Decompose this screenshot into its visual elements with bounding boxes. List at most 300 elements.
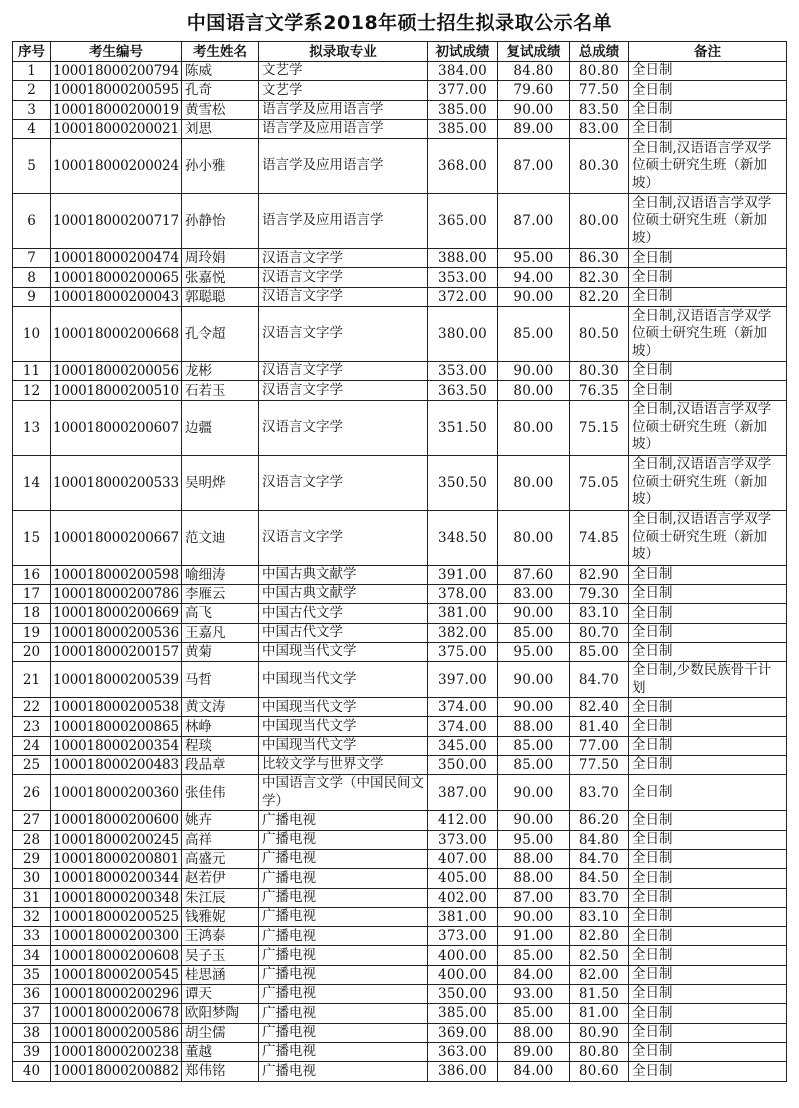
table-row — [13, 100, 787, 119]
cell-total-score: 82.50 — [570, 946, 629, 965]
cell-total-score: 83.00 — [570, 119, 629, 138]
cell-note: 全日制 — [629, 119, 787, 138]
table-row — [13, 698, 787, 717]
cell-retest-score: 90.00 — [498, 604, 570, 623]
cell-candidate-name: 程琰 — [182, 736, 259, 755]
cell-retest-score: 87.00 — [498, 888, 570, 907]
cell-note: 全日制 — [629, 830, 787, 849]
cell-no: 26 — [13, 775, 51, 811]
cell-total-score: 80.30 — [570, 139, 629, 194]
cell-major: 语言学及应用语言学 — [259, 194, 428, 249]
cell-total-score: 77.50 — [570, 81, 629, 100]
cell-initial-score: 350.00 — [428, 756, 498, 775]
header-initial-score: 初试成绩 — [428, 42, 498, 62]
cell-initial-score: 377.00 — [428, 81, 498, 100]
cell-no: 21 — [13, 662, 51, 698]
cell-candidate-id: 100018000200245 — [51, 830, 182, 849]
cell-retest-score: 84.00 — [498, 965, 570, 984]
cell-initial-score: 353.00 — [428, 362, 498, 381]
cell-no: 22 — [13, 698, 51, 717]
cell-major: 中国现当代文学 — [259, 642, 428, 661]
cell-note: 全日制 — [629, 100, 787, 119]
cell-major: 汉语言文字学 — [259, 381, 428, 400]
cell-candidate-id: 100018000200608 — [51, 946, 182, 965]
cell-note: 全日制 — [629, 584, 787, 603]
cell-candidate-name: 孔令超 — [182, 307, 259, 362]
cell-note: 全日制 — [629, 565, 787, 584]
cell-no: 7 — [13, 249, 51, 268]
cell-initial-score: 374.00 — [428, 717, 498, 736]
cell-no: 35 — [13, 965, 51, 984]
cell-note: 全日制 — [629, 287, 787, 306]
cell-no: 12 — [13, 381, 51, 400]
cell-total-score: 82.20 — [570, 287, 629, 306]
cell-major: 中国现当代文学 — [259, 698, 428, 717]
cell-candidate-id: 100018000200024 — [51, 139, 182, 194]
cell-candidate-id: 100018000200533 — [51, 455, 182, 510]
header-major: 拟录取专业 — [259, 42, 428, 62]
cell-candidate-id: 100018000200538 — [51, 698, 182, 717]
cell-no: 8 — [13, 268, 51, 287]
table-row — [13, 584, 787, 603]
cell-total-score: 75.05 — [570, 455, 629, 510]
cell-initial-score: 388.00 — [428, 249, 498, 268]
cell-candidate-name: 王嘉凡 — [182, 623, 259, 642]
cell-initial-score: 405.00 — [428, 869, 498, 888]
cell-initial-score: 374.00 — [428, 698, 498, 717]
cell-major: 广播电视 — [259, 927, 428, 946]
table-row — [13, 736, 787, 755]
cell-retest-score: 83.00 — [498, 584, 570, 603]
table-row — [13, 985, 787, 1004]
cell-no: 28 — [13, 830, 51, 849]
table-row — [13, 1023, 787, 1042]
cell-retest-score: 90.00 — [498, 698, 570, 717]
cell-no: 31 — [13, 888, 51, 907]
cell-note: 全日制 — [629, 1023, 787, 1042]
cell-candidate-name: 黄菊 — [182, 642, 259, 661]
cell-retest-score: 85.00 — [498, 946, 570, 965]
header-retest-score: 复试成绩 — [498, 42, 570, 62]
cell-candidate-name: 孙小雅 — [182, 139, 259, 194]
table-row — [13, 362, 787, 381]
cell-total-score: 80.50 — [570, 307, 629, 362]
cell-initial-score: 378.00 — [428, 584, 498, 603]
cell-no: 24 — [13, 736, 51, 755]
cell-initial-score: 386.00 — [428, 1062, 498, 1081]
table-row — [13, 1004, 787, 1023]
cell-note: 全日制,汉语语言学双学位硕士研究生班（新加坡） — [629, 307, 787, 362]
cell-total-score: 82.80 — [570, 927, 629, 946]
cell-candidate-name: 郭聪聪 — [182, 287, 259, 306]
cell-candidate-id: 100018000200296 — [51, 985, 182, 1004]
cell-major: 汉语言文字学 — [259, 400, 428, 455]
cell-total-score: 80.90 — [570, 1023, 629, 1042]
cell-retest-score: 85.00 — [498, 623, 570, 642]
cell-note: 全日制 — [629, 81, 787, 100]
cell-initial-score: 385.00 — [428, 100, 498, 119]
cell-initial-score: 400.00 — [428, 965, 498, 984]
cell-initial-score: 350.50 — [428, 455, 498, 510]
table-header-row — [13, 42, 787, 62]
cell-candidate-name: 林峥 — [182, 717, 259, 736]
cell-note: 全日制 — [629, 869, 787, 888]
cell-no: 25 — [13, 756, 51, 775]
cell-no: 11 — [13, 362, 51, 381]
cell-no: 2 — [13, 81, 51, 100]
cell-candidate-name: 钱雅妮 — [182, 907, 259, 926]
cell-candidate-name: 黄文涛 — [182, 698, 259, 717]
table-row — [13, 869, 787, 888]
cell-candidate-name: 吴子玉 — [182, 946, 259, 965]
cell-candidate-id: 100018000200483 — [51, 756, 182, 775]
cell-no: 5 — [13, 139, 51, 194]
cell-initial-score: 373.00 — [428, 830, 498, 849]
table-row — [13, 849, 787, 868]
cell-major: 中国现当代文学 — [259, 662, 428, 698]
cell-retest-score: 95.00 — [498, 249, 570, 268]
cell-major: 广播电视 — [259, 1062, 428, 1081]
cell-candidate-name: 黄雪松 — [182, 100, 259, 119]
cell-retest-score: 85.00 — [498, 736, 570, 755]
table-row — [13, 756, 787, 775]
table-row — [13, 194, 787, 249]
table-row — [13, 642, 787, 661]
cell-note: 全日制 — [629, 249, 787, 268]
cell-candidate-id: 100018000200019 — [51, 100, 182, 119]
table-row — [13, 907, 787, 926]
cell-candidate-name: 高祥 — [182, 830, 259, 849]
cell-initial-score: 412.00 — [428, 811, 498, 830]
cell-note: 全日制 — [629, 985, 787, 1004]
cell-total-score: 76.35 — [570, 381, 629, 400]
cell-candidate-id: 100018000200865 — [51, 717, 182, 736]
cell-candidate-id: 100018000200539 — [51, 662, 182, 698]
cell-no: 3 — [13, 100, 51, 119]
cell-candidate-id: 100018000200600 — [51, 811, 182, 830]
cell-total-score: 81.00 — [570, 1004, 629, 1023]
cell-candidate-name: 边疆 — [182, 400, 259, 455]
cell-total-score: 83.10 — [570, 604, 629, 623]
cell-major: 广播电视 — [259, 907, 428, 926]
cell-note: 全日制 — [629, 1062, 787, 1081]
cell-major: 广播电视 — [259, 811, 428, 830]
cell-total-score: 86.20 — [570, 811, 629, 830]
cell-retest-score: 80.00 — [498, 381, 570, 400]
cell-no: 4 — [13, 119, 51, 138]
cell-major: 文艺学 — [259, 81, 428, 100]
cell-candidate-name: 吴明烨 — [182, 455, 259, 510]
cell-candidate-name: 胡尘儒 — [182, 1023, 259, 1042]
cell-note: 全日制 — [629, 623, 787, 642]
cell-candidate-name: 周玲娟 — [182, 249, 259, 268]
table-row — [13, 287, 787, 306]
cell-note: 全日制 — [629, 381, 787, 400]
table-row — [13, 268, 787, 287]
cell-initial-score: 385.00 — [428, 1004, 498, 1023]
cell-initial-score: 380.00 — [428, 307, 498, 362]
cell-candidate-id: 100018000200586 — [51, 1023, 182, 1042]
cell-candidate-name: 孔奇 — [182, 81, 259, 100]
cell-total-score: 83.70 — [570, 775, 629, 811]
cell-total-score: 84.70 — [570, 662, 629, 698]
cell-note: 全日制 — [629, 717, 787, 736]
cell-initial-score: 348.50 — [428, 510, 498, 565]
cell-total-score: 80.30 — [570, 362, 629, 381]
cell-major: 中国古代文学 — [259, 623, 428, 642]
cell-note: 全日制 — [629, 1004, 787, 1023]
cell-major: 广播电视 — [259, 1042, 428, 1061]
cell-candidate-id: 100018000200360 — [51, 775, 182, 811]
cell-candidate-name: 马哲 — [182, 662, 259, 698]
cell-no: 40 — [13, 1062, 51, 1081]
cell-initial-score: 373.00 — [428, 927, 498, 946]
cell-note: 全日制,汉语语言学双学位硕士研究生班（新加坡） — [629, 400, 787, 455]
cell-candidate-name: 高飞 — [182, 604, 259, 623]
cell-candidate-id: 100018000200344 — [51, 869, 182, 888]
cell-initial-score: 400.00 — [428, 946, 498, 965]
table-row — [13, 307, 787, 362]
cell-retest-score: 90.00 — [498, 907, 570, 926]
cell-note: 全日制 — [629, 849, 787, 868]
cell-retest-score: 90.00 — [498, 775, 570, 811]
cell-note: 全日制 — [629, 736, 787, 755]
cell-total-score: 79.30 — [570, 584, 629, 603]
cell-major: 文艺学 — [259, 62, 428, 81]
cell-no: 13 — [13, 400, 51, 455]
table-row — [13, 565, 787, 584]
table-row — [13, 119, 787, 138]
cell-candidate-name: 段品章 — [182, 756, 259, 775]
table-row — [13, 946, 787, 965]
cell-major: 语言学及应用语言学 — [259, 119, 428, 138]
table-row — [13, 81, 787, 100]
cell-total-score: 80.80 — [570, 1042, 629, 1061]
cell-no: 10 — [13, 307, 51, 362]
cell-major: 广播电视 — [259, 965, 428, 984]
cell-retest-score: 90.00 — [498, 362, 570, 381]
cell-retest-score: 89.00 — [498, 119, 570, 138]
cell-retest-score: 88.00 — [498, 717, 570, 736]
cell-note: 全日制,少数民族骨干计划 — [629, 662, 787, 698]
cell-candidate-name: 王鸿泰 — [182, 927, 259, 946]
cell-total-score: 84.80 — [570, 830, 629, 849]
cell-major: 中国古典文献学 — [259, 584, 428, 603]
cell-no: 33 — [13, 927, 51, 946]
cell-retest-score: 84.80 — [498, 62, 570, 81]
cell-candidate-name: 张佳伟 — [182, 775, 259, 811]
cell-candidate-name: 李雁云 — [182, 584, 259, 603]
cell-retest-score: 89.00 — [498, 1042, 570, 1061]
cell-major: 中国古典文献学 — [259, 565, 428, 584]
cell-candidate-id: 100018000200536 — [51, 623, 182, 642]
cell-candidate-name: 陈威 — [182, 62, 259, 81]
cell-retest-score: 84.00 — [498, 1062, 570, 1081]
cell-initial-score: 345.00 — [428, 736, 498, 755]
cell-no: 34 — [13, 946, 51, 965]
cell-total-score: 82.90 — [570, 565, 629, 584]
cell-major: 语言学及应用语言学 — [259, 100, 428, 119]
table-row — [13, 1042, 787, 1061]
cell-candidate-id: 100018000200348 — [51, 888, 182, 907]
cell-no: 27 — [13, 811, 51, 830]
cell-total-score: 80.70 — [570, 623, 629, 642]
table-row — [13, 927, 787, 946]
cell-retest-score: 90.00 — [498, 100, 570, 119]
cell-initial-score: 407.00 — [428, 849, 498, 868]
cell-note: 全日制 — [629, 362, 787, 381]
cell-retest-score: 85.00 — [498, 756, 570, 775]
cell-retest-score: 87.60 — [498, 565, 570, 584]
cell-no: 39 — [13, 1042, 51, 1061]
cell-candidate-name: 谭天 — [182, 985, 259, 1004]
table-row — [13, 830, 787, 849]
cell-total-score: 86.30 — [570, 249, 629, 268]
cell-major: 汉语言文字学 — [259, 362, 428, 381]
cell-retest-score: 80.00 — [498, 510, 570, 565]
cell-retest-score: 93.00 — [498, 985, 570, 1004]
header-note: 备注 — [629, 42, 787, 62]
cell-candidate-id: 100018000200607 — [51, 400, 182, 455]
cell-major: 中国现当代文学 — [259, 717, 428, 736]
cell-candidate-id: 100018000200717 — [51, 194, 182, 249]
cell-no: 1 — [13, 62, 51, 81]
cell-major: 广播电视 — [259, 985, 428, 1004]
cell-candidate-name: 姚卉 — [182, 811, 259, 830]
cell-major: 广播电视 — [259, 1023, 428, 1042]
cell-total-score: 83.70 — [570, 888, 629, 907]
cell-retest-score: 88.00 — [498, 869, 570, 888]
cell-candidate-id: 100018000200801 — [51, 849, 182, 868]
cell-candidate-name: 龙彬 — [182, 362, 259, 381]
cell-total-score: 84.50 — [570, 869, 629, 888]
cell-candidate-id: 100018000200510 — [51, 381, 182, 400]
cell-major: 中国古代文学 — [259, 604, 428, 623]
cell-no: 6 — [13, 194, 51, 249]
cell-note: 全日制 — [629, 1042, 787, 1061]
cell-candidate-id: 100018000200021 — [51, 119, 182, 138]
cell-total-score: 82.00 — [570, 965, 629, 984]
cell-candidate-name: 桂思涵 — [182, 965, 259, 984]
cell-initial-score: 372.00 — [428, 287, 498, 306]
admission-table — [12, 41, 787, 1082]
cell-candidate-id: 100018000200300 — [51, 927, 182, 946]
cell-initial-score: 381.00 — [428, 907, 498, 926]
cell-note: 全日制 — [629, 965, 787, 984]
cell-note: 全日制 — [629, 604, 787, 623]
cell-candidate-id: 100018000200667 — [51, 510, 182, 565]
cell-note: 全日制 — [629, 62, 787, 81]
cell-major: 汉语言文字学 — [259, 249, 428, 268]
cell-total-score: 81.40 — [570, 717, 629, 736]
cell-retest-score: 95.00 — [498, 830, 570, 849]
cell-retest-score: 91.00 — [498, 927, 570, 946]
cell-note: 全日制 — [629, 775, 787, 811]
cell-major: 语言学及应用语言学 — [259, 139, 428, 194]
header-candidate-name: 考生姓名 — [182, 42, 259, 62]
cell-candidate-id: 100018000200474 — [51, 249, 182, 268]
cell-retest-score: 95.00 — [498, 642, 570, 661]
cell-candidate-name: 欧阳梦陶 — [182, 1004, 259, 1023]
cell-major: 广播电视 — [259, 888, 428, 907]
cell-major: 汉语言文字学 — [259, 287, 428, 306]
cell-no: 19 — [13, 623, 51, 642]
cell-candidate-id: 100018000200598 — [51, 565, 182, 584]
cell-total-score: 82.30 — [570, 268, 629, 287]
cell-initial-score: 350.00 — [428, 985, 498, 1004]
cell-retest-score: 87.00 — [498, 194, 570, 249]
cell-retest-score: 88.00 — [498, 1023, 570, 1042]
cell-initial-score: 375.00 — [428, 642, 498, 661]
table-row — [13, 381, 787, 400]
cell-major: 广播电视 — [259, 830, 428, 849]
cell-note: 全日制 — [629, 698, 787, 717]
cell-note: 全日制,汉语语言学双学位硕士研究生班（新加坡） — [629, 194, 787, 249]
cell-total-score: 80.60 — [570, 1062, 629, 1081]
cell-note: 全日制 — [629, 888, 787, 907]
cell-major: 汉语言文字学 — [259, 455, 428, 510]
header-candidate-id: 考生编号 — [51, 42, 182, 62]
cell-initial-score: 387.00 — [428, 775, 498, 811]
cell-major: 广播电视 — [259, 946, 428, 965]
cell-total-score: 74.85 — [570, 510, 629, 565]
cell-major: 广播电视 — [259, 849, 428, 868]
cell-total-score: 83.10 — [570, 907, 629, 926]
cell-initial-score: 397.00 — [428, 662, 498, 698]
cell-initial-score: 369.00 — [428, 1023, 498, 1042]
cell-retest-score: 87.00 — [498, 139, 570, 194]
cell-total-score: 84.70 — [570, 849, 629, 868]
cell-note: 全日制 — [629, 811, 787, 830]
cell-no: 16 — [13, 565, 51, 584]
cell-no: 36 — [13, 985, 51, 1004]
cell-initial-score: 363.00 — [428, 1042, 498, 1061]
table-row — [13, 510, 787, 565]
cell-note: 全日制 — [629, 642, 787, 661]
cell-candidate-id: 100018000200157 — [51, 642, 182, 661]
cell-no: 23 — [13, 717, 51, 736]
cell-candidate-id: 100018000200545 — [51, 965, 182, 984]
cell-total-score: 80.00 — [570, 194, 629, 249]
cell-retest-score: 80.00 — [498, 455, 570, 510]
cell-candidate-name: 喻细涛 — [182, 565, 259, 584]
header-no: 序号 — [13, 42, 51, 62]
cell-note: 全日制 — [629, 907, 787, 926]
cell-candidate-id: 100018000200238 — [51, 1042, 182, 1061]
cell-candidate-id: 100018000200678 — [51, 1004, 182, 1023]
cell-candidate-name: 孙静怡 — [182, 194, 259, 249]
cell-note: 全日制,汉语语言学双学位硕士研究生班（新加坡） — [629, 455, 787, 510]
table-row — [13, 400, 787, 455]
cell-no: 30 — [13, 869, 51, 888]
table-row — [13, 249, 787, 268]
cell-total-score: 83.50 — [570, 100, 629, 119]
cell-retest-score: 90.00 — [498, 287, 570, 306]
table-row — [13, 604, 787, 623]
cell-initial-score: 391.00 — [428, 565, 498, 584]
cell-initial-score: 363.50 — [428, 381, 498, 400]
cell-total-score: 85.00 — [570, 642, 629, 661]
cell-retest-score: 94.00 — [498, 268, 570, 287]
cell-note: 全日制 — [629, 268, 787, 287]
cell-candidate-name: 石若玉 — [182, 381, 259, 400]
table-row — [13, 811, 787, 830]
cell-candidate-name: 郑伟铭 — [182, 1062, 259, 1081]
cell-major: 广播电视 — [259, 1004, 428, 1023]
cell-initial-score: 381.00 — [428, 604, 498, 623]
table-row — [13, 888, 787, 907]
cell-total-score: 82.40 — [570, 698, 629, 717]
